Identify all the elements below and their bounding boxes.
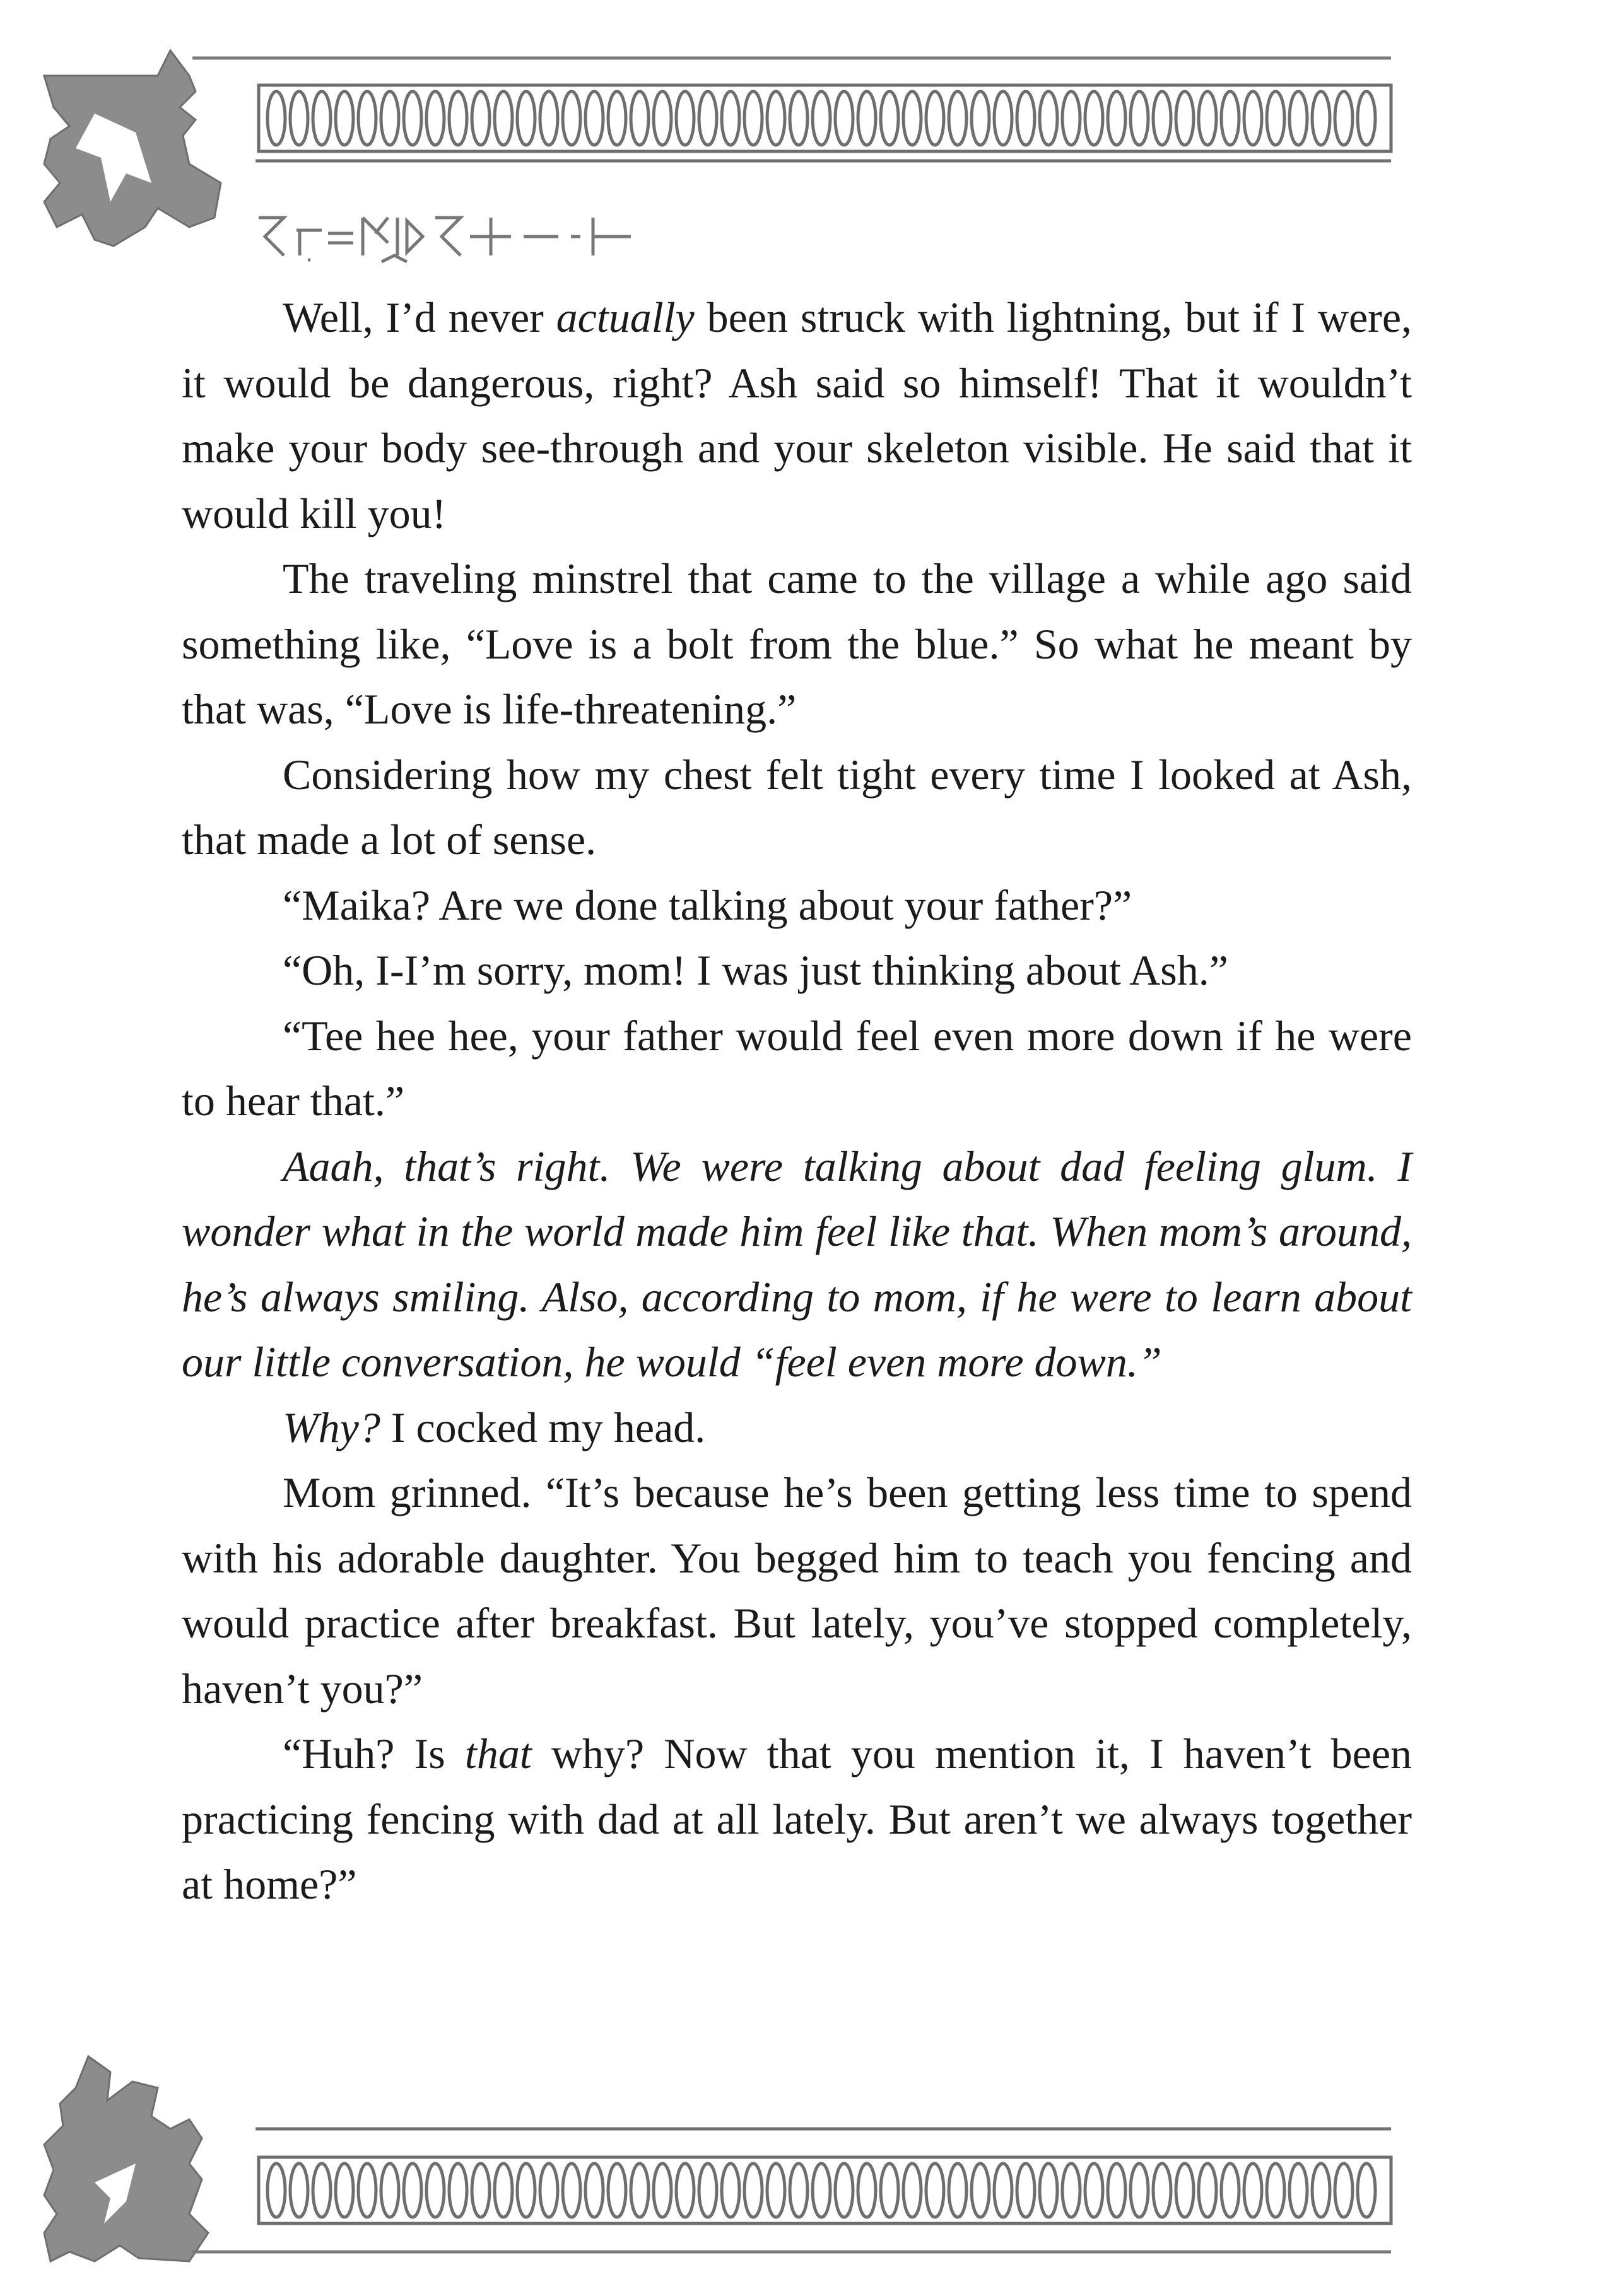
chain-link xyxy=(540,2164,558,2217)
shuriken-corner-ornament-icon xyxy=(44,2056,208,2261)
chain-link xyxy=(790,2164,808,2217)
chain-link xyxy=(1085,2164,1103,2217)
paragraph-p7 xyxy=(182,1134,1412,1395)
chain-link xyxy=(699,2164,717,2217)
chain-link xyxy=(926,2164,944,2217)
rune-glyphs-svg xyxy=(252,208,732,278)
paragraph-segment: The traveling minstrel that came to the village a while ago said something like, “Love is a bolt from the blue.” So what he meant by that was, “Love is life-threatening.” xyxy=(182,554,1412,733)
chain-link xyxy=(563,2164,580,2217)
chain-link xyxy=(1289,91,1307,145)
paragraph-segment: “Maika? Are we done talking about your father?” xyxy=(283,881,1132,929)
chain-link xyxy=(1108,2164,1125,2217)
chain-link xyxy=(404,91,421,145)
chain-link xyxy=(1040,2164,1057,2217)
paragraph-segment: “Tee hee hee, your father would feel even more down if he were to hear that.” xyxy=(182,1011,1412,1125)
chain-link xyxy=(540,91,558,145)
chain-link xyxy=(1221,91,1239,145)
chain-link xyxy=(517,91,535,145)
paragraph-segment: Considering how my chest felt tight every time I looked at Ash, that made a lot of sense. xyxy=(182,750,1412,864)
chain-link xyxy=(1130,91,1148,145)
chain-link xyxy=(1062,2164,1080,2217)
chain-link xyxy=(835,2164,853,2217)
chain-link xyxy=(1312,91,1330,145)
header-ornament xyxy=(0,38,1615,265)
chain-link xyxy=(563,91,580,145)
paragraph-segment: Aaah, that’s right. We were talking about dad feeling glum. I wonder what in the world made him feel like that. When mom’s around, he’s always smiling. Also, according to mom, if he were to learn about our little conversation, he would “feel even more down.” xyxy=(182,1142,1412,1386)
paragraph-segment: why? Now that you mention it, I haven’t been practicing fencing with dad at all lately. But aren’t we always together at home?” xyxy=(182,1730,1412,1908)
chain-link xyxy=(1221,2164,1239,2217)
chain-link xyxy=(1108,91,1125,145)
chain-link xyxy=(1176,91,1194,145)
chain-link xyxy=(404,2164,421,2217)
chain-link xyxy=(744,2164,762,2217)
paragraph-p8 xyxy=(182,1395,1412,1461)
chain-link xyxy=(1199,2164,1216,2217)
chain-link xyxy=(336,91,353,145)
chain-link xyxy=(1312,2164,1330,2217)
chain-link xyxy=(790,91,808,145)
footer-ornament xyxy=(0,2044,1615,2283)
paragraph-segment: Why? xyxy=(283,1403,380,1451)
chain-link xyxy=(654,91,671,145)
chain-link xyxy=(290,2164,308,2217)
chain-link xyxy=(358,2164,376,2217)
chain-link xyxy=(1244,2164,1262,2217)
chain-link xyxy=(449,2164,467,2217)
paragraph-p2 xyxy=(182,546,1412,742)
chain-link xyxy=(1358,2164,1375,2217)
chain-link xyxy=(813,91,830,145)
chain-link xyxy=(1017,2164,1035,2217)
chain-link xyxy=(1062,91,1080,145)
chain-link xyxy=(858,2164,876,2217)
chain-link xyxy=(472,91,490,145)
header-diamond-chain xyxy=(267,91,1375,145)
chain-link xyxy=(313,2164,331,2217)
chain-link xyxy=(1335,2164,1353,2217)
chain-link xyxy=(426,91,444,145)
paragraph-p10 xyxy=(182,1721,1412,1918)
header-rune-text xyxy=(252,208,732,278)
chain-link xyxy=(585,91,603,145)
footer-diamond-chain xyxy=(267,2164,1375,2217)
chain-link xyxy=(517,2164,535,2217)
chain-link xyxy=(608,91,626,145)
shuriken-corner-ornament-icon xyxy=(44,50,221,246)
chain-link xyxy=(585,2164,603,2217)
chain-link xyxy=(813,2164,830,2217)
chain-link xyxy=(881,2164,898,2217)
paragraph-segment: actually xyxy=(556,293,695,341)
chain-link xyxy=(495,91,512,145)
chain-link xyxy=(881,91,898,145)
chain-link xyxy=(972,91,989,145)
paragraph-segment: I cocked my head. xyxy=(380,1403,706,1451)
paragraph-segment: that xyxy=(464,1730,532,1778)
chain-link xyxy=(426,2164,444,2217)
paragraph-segment: Mom grinned. “It’s because he’s been getting less time to spend with his adorable daughter. You begged him to teach you fencing and would practice after breakfast. But lately, you’ve stopped completely, haven’t you?” xyxy=(182,1468,1412,1713)
chain-link xyxy=(267,91,285,145)
paragraph-p9 xyxy=(182,1460,1412,1721)
chain-link xyxy=(1335,91,1353,145)
chain-link xyxy=(994,2164,1012,2217)
paragraph-segment: Well, I’d never xyxy=(283,293,556,341)
chain-link xyxy=(722,91,739,145)
chain-link xyxy=(290,91,308,145)
chain-link xyxy=(1267,91,1284,145)
body-text xyxy=(182,285,1412,1918)
paragraph-segment: been struck with lightning, but if I were, it would be dangerous, right? Ash said so himself! That it wouldn’t make your body see-through and your skeleton visible. He said that it would kill you! xyxy=(182,293,1412,537)
chain-link xyxy=(654,2164,671,2217)
chain-link xyxy=(1017,91,1035,145)
chain-link xyxy=(1085,91,1103,145)
chain-link xyxy=(1153,2164,1171,2217)
chain-link xyxy=(926,91,944,145)
chain-link xyxy=(495,2164,512,2217)
chain-link xyxy=(267,2164,285,2217)
chain-link xyxy=(994,91,1012,145)
chain-link xyxy=(336,2164,353,2217)
paragraph-p3 xyxy=(182,742,1412,873)
chain-link xyxy=(767,2164,785,2217)
chain-link xyxy=(835,91,853,145)
chain-link xyxy=(1244,91,1262,145)
chain-link xyxy=(949,2164,966,2217)
chain-link xyxy=(1040,91,1057,145)
paragraph-p4 xyxy=(182,873,1412,939)
paragraph-p5 xyxy=(182,938,1412,1004)
paragraph-segment: “Oh, I-I’m sorry, mom! I was just thinking about Ash.” xyxy=(283,946,1228,994)
paragraph-p6 xyxy=(182,1004,1412,1134)
chain-link xyxy=(767,91,785,145)
chain-link xyxy=(449,91,467,145)
chain-link xyxy=(381,91,399,145)
chain-link xyxy=(631,2164,649,2217)
chain-link xyxy=(972,2164,989,2217)
chain-link xyxy=(722,2164,739,2217)
chain-link xyxy=(699,91,717,145)
chain-link xyxy=(381,2164,399,2217)
chain-link xyxy=(676,91,694,145)
paragraph-segment: “Huh? Is xyxy=(283,1730,465,1778)
paragraph-p1 xyxy=(182,285,1412,546)
chain-link xyxy=(903,91,921,145)
chain-link xyxy=(1199,91,1216,145)
chain-link xyxy=(358,91,376,145)
chain-link xyxy=(1153,91,1171,145)
chain-link xyxy=(1358,91,1375,145)
chain-link xyxy=(313,91,331,145)
chain-link xyxy=(744,91,762,145)
chain-link xyxy=(676,2164,694,2217)
chain-link xyxy=(1176,2164,1194,2217)
chain-link xyxy=(1289,2164,1307,2217)
chain-link xyxy=(949,91,966,145)
chain-link xyxy=(472,2164,490,2217)
chain-link xyxy=(1130,2164,1148,2217)
chain-link xyxy=(631,91,649,145)
chain-link xyxy=(858,91,876,145)
chain-link xyxy=(608,2164,626,2217)
chain-link xyxy=(903,2164,921,2217)
header-border-svg xyxy=(0,38,1615,265)
footer-border-svg xyxy=(0,2044,1615,2283)
chain-link xyxy=(1267,2164,1284,2217)
